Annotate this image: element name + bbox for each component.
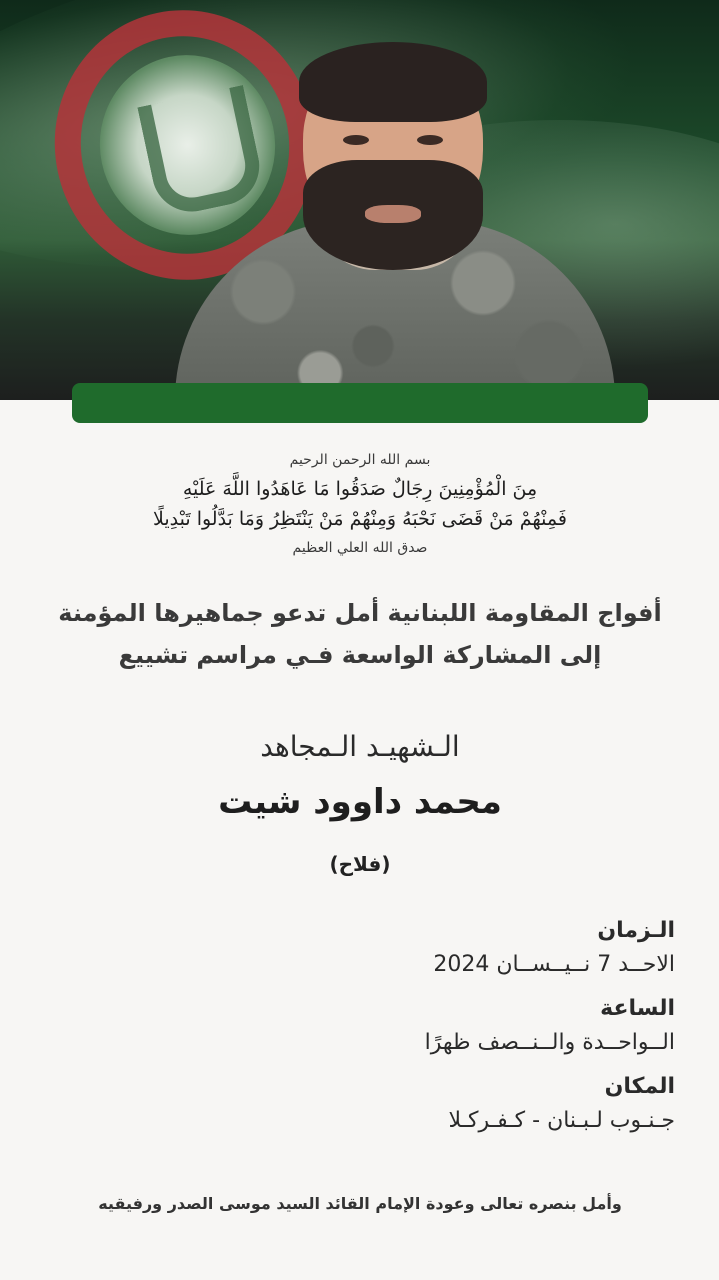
- place-value: جـنـوب لـبـنان - كـفـركـلا: [448, 1108, 675, 1133]
- martyr-name: محمد داوود شيت: [218, 782, 502, 822]
- basmala: بسم الله الرحمن الرحيم: [289, 452, 431, 468]
- invitation-text: [30, 592, 690, 676]
- portrait-hair: [299, 42, 487, 122]
- martyr-nickname: (فلاح): [329, 852, 391, 876]
- verse-closing: صدق الله العلي العظيم: [292, 540, 428, 556]
- verse-line-2: فَمِنْهُمْ مَنْ قَضَى نَحْبَهُ وَمِنْهُمْ مَنْ يَنْتَظِرُ وَمَا بَدَّلُوا تَبْدِيلًا: [153, 508, 567, 530]
- quran-verse-block: [60, 452, 660, 556]
- hour-value: الــواحــدة والــنــصف ظهرًا: [424, 1030, 675, 1055]
- green-divider-bar: [72, 383, 648, 423]
- verse-line-1: مِنَ الْمُؤْمِنِينَ رِجَالٌ صَدَقُوا مَا عَاهَدُوا اللَّهَ عَلَيْهِ: [182, 478, 538, 500]
- hour-label: الساعة: [600, 996, 675, 1021]
- portrait-eye-left: [343, 135, 369, 145]
- footer-slogan: وأمل بنصره تعالى وعودة الإمام القائد السيد موسى الصدر ورفيقيه: [98, 1194, 622, 1213]
- invitation-line-2: إلى المشاركة الواسعة فـي مراسم تشييع: [118, 641, 602, 669]
- hero-banner: [0, 0, 719, 400]
- time-label: الـزمان: [597, 918, 675, 943]
- time-value: الاحــد 7 نــيــســان 2024: [433, 952, 675, 977]
- portrait-mouth: [365, 205, 421, 223]
- portrait-eye-right: [417, 135, 443, 145]
- funeral-details: [255, 914, 675, 1148]
- invitation-line-1: أفواج المقاومة اللبنانية أمل تدعو جماهيرها المؤمنة: [58, 599, 662, 627]
- martyr-portrait: [175, 40, 615, 400]
- martyr-title: الـشهيـد الـمجاهد: [260, 730, 460, 763]
- place-label: المكان: [604, 1074, 675, 1099]
